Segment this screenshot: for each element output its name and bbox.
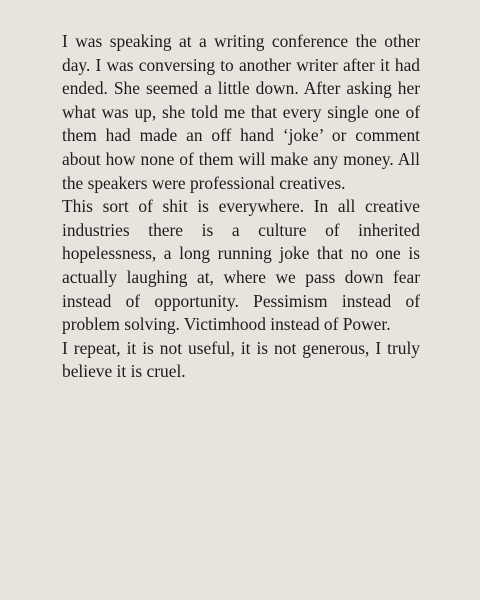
- paragraph-1: I was speaking at a writing conference the other day. I was conversing to another writer after it had ended. She seemed a little down. After asking her what was up, she told me that every single one of them had made an off hand ‘joke’ or comment about how none of them will make any money. All the speakers were professional creatives.: [62, 31, 420, 193]
- post-text: [62, 30, 420, 384]
- paragraph-3: I repeat, it is not useful, it is not generous, I truly believe it is cruel.: [62, 337, 420, 382]
- paragraph-2: This sort of shit is everywhere. In all creative industries there is a culture of inherited hopelessness, a long running joke that no one is actually laughing at, where we pass down fear instead of opportunity. Pessimism instead of problem solving. Victimhood instead of Power.: [62, 196, 420, 335]
